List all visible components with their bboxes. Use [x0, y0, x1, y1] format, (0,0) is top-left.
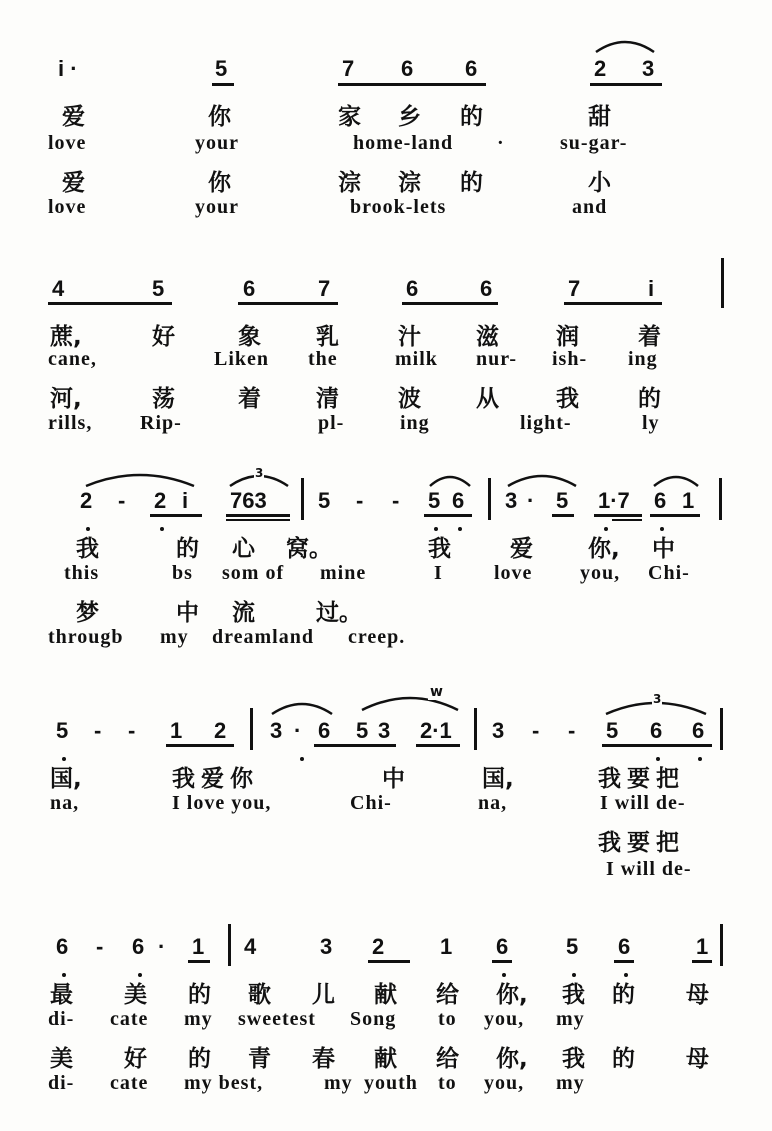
lyric-en: my	[324, 1072, 353, 1094]
note: -	[568, 718, 576, 743]
note: i ·	[58, 56, 78, 81]
lyric-en: you,	[484, 1008, 525, 1030]
lyric-en: Rip-	[140, 412, 182, 434]
lyric-zh: 小	[588, 170, 611, 196]
lyric-en: I will de-	[606, 858, 692, 880]
lyric-en: Song	[350, 1008, 397, 1030]
lyric-en: cate	[110, 1072, 149, 1094]
underline	[692, 960, 712, 963]
lyric-zh: 象	[238, 324, 261, 350]
note: 6	[406, 276, 419, 301]
lyric-zh: 窝。	[286, 536, 332, 562]
lyric-en: your	[195, 196, 239, 218]
note: 3	[505, 488, 518, 513]
note: -	[532, 718, 540, 743]
underline	[612, 519, 642, 521]
note: 6	[243, 276, 256, 301]
lyric-zh: 着	[238, 386, 261, 412]
note: -	[128, 718, 136, 743]
note: 1·7	[598, 488, 630, 513]
underline	[650, 514, 700, 517]
octave-dot	[300, 757, 304, 761]
lyric-zh: 儿	[312, 982, 335, 1008]
lyric-en: su-gar-	[560, 132, 628, 154]
note: 1	[170, 718, 183, 743]
lyric-en: ly	[642, 412, 660, 434]
lyric-en: my	[556, 1072, 585, 1094]
slur	[360, 694, 460, 712]
note: -	[356, 488, 364, 513]
note: i	[648, 276, 655, 301]
lyric-zh: 从	[476, 386, 499, 412]
lyric-zh: 好	[152, 324, 175, 350]
lyric-zh: 国,	[482, 766, 514, 792]
lyric-zh: 我	[562, 1046, 585, 1072]
lyric-zh: 你	[208, 170, 231, 196]
lyric-en: milk	[395, 348, 438, 370]
note: 1	[682, 488, 695, 513]
lyric-en: youth	[364, 1072, 418, 1094]
lyric-zh: 你	[208, 104, 231, 130]
lyric-zh: 梦	[76, 600, 99, 626]
underline	[492, 960, 512, 963]
note: -	[118, 488, 126, 513]
lyric-en: my	[160, 626, 189, 648]
lyric-en: creep.	[348, 626, 406, 648]
note: 6	[692, 718, 705, 743]
lyric-zh: 你,	[588, 536, 620, 562]
underline	[212, 83, 234, 86]
lyric-zh: 歌	[248, 982, 271, 1008]
lyric-en: my	[556, 1008, 585, 1030]
note: 1	[192, 934, 205, 959]
note: 2	[594, 56, 607, 81]
slur	[428, 472, 472, 488]
underline	[402, 302, 498, 305]
lyric-zh: 最	[50, 982, 73, 1008]
note: 3	[642, 56, 655, 81]
lyric-en: pl-	[318, 412, 345, 434]
lyric-zh: 母	[686, 1046, 709, 1072]
lyric-en: you,	[580, 562, 621, 584]
underline	[602, 744, 712, 747]
octave-dot	[160, 527, 164, 531]
lyric-zh: 荡	[152, 386, 175, 412]
lyric-zh: 淙	[338, 170, 361, 196]
note: i	[182, 488, 189, 513]
lyric-zh: 乡	[398, 104, 421, 130]
lyric-zh: 中	[382, 766, 405, 792]
lyric-zh: 给	[436, 1046, 459, 1072]
lyric-en: to	[438, 1008, 457, 1030]
lyric-en: I	[434, 562, 443, 584]
lyric-zh: 母	[686, 982, 709, 1008]
note: 1	[440, 934, 453, 959]
note: 6	[465, 56, 478, 81]
trill-mark: w	[430, 684, 443, 700]
note: 6	[480, 276, 493, 301]
lyric-zh: 我要把	[598, 830, 685, 856]
lyric-en: your	[195, 132, 239, 154]
lyric-en: to	[438, 1072, 457, 1094]
note: 3	[320, 934, 333, 959]
note: 6	[452, 488, 465, 513]
lyric-zh: 我	[556, 386, 579, 412]
lyric-zh: 爱	[62, 104, 85, 130]
note: 7	[318, 276, 331, 301]
lyric-zh: 我爱你	[172, 766, 259, 792]
underline	[614, 960, 634, 963]
note: 7	[342, 56, 355, 81]
note: 6	[401, 56, 414, 81]
lyric-zh: 的	[176, 536, 199, 562]
barline	[488, 478, 491, 520]
lyric-en: I love you,	[172, 792, 272, 814]
lyric-en: Chi-	[350, 792, 392, 814]
note: 2	[372, 934, 385, 959]
lyric-zh: 的	[188, 982, 211, 1008]
slur	[506, 472, 578, 488]
lyric-en: som of	[222, 562, 285, 584]
lyric-zh: 好	[124, 1046, 147, 1072]
octave-dot	[458, 527, 462, 531]
lyric-zh: 汁	[398, 324, 421, 350]
lyric-en: Chi-	[648, 562, 690, 584]
note: 6	[318, 718, 331, 743]
lyric-en: bs	[172, 562, 193, 584]
lyric-zh: 着	[638, 324, 661, 350]
octave-dot	[698, 757, 702, 761]
lyric-zh: 甜	[588, 104, 611, 130]
lyric-zh: 美	[124, 982, 147, 1008]
lyric-zh: 给	[436, 982, 459, 1008]
lyric-en: na,	[50, 792, 80, 814]
lyric-zh: 我	[428, 536, 451, 562]
note: 6	[650, 718, 663, 743]
lyric-zh: 中	[652, 536, 675, 562]
note: 4	[244, 934, 257, 959]
barline	[721, 258, 724, 308]
lyric-en: I will de-	[600, 792, 686, 814]
lyric-zh: 过。	[316, 600, 362, 626]
lyric-en: Liken	[214, 348, 270, 370]
lyric-zh: 河,	[50, 386, 82, 412]
underline	[238, 302, 338, 305]
note: 5	[606, 718, 619, 743]
underline	[424, 514, 472, 517]
note: 2	[214, 718, 227, 743]
triplet-mark: 3	[653, 692, 662, 706]
lyric-zh: 蔗,	[50, 324, 82, 350]
lyric-en: home-land	[353, 132, 454, 154]
underline	[594, 514, 642, 517]
note: 3	[378, 718, 391, 743]
lyric-zh: 春	[312, 1046, 335, 1072]
lyric-zh: 青	[248, 1046, 271, 1072]
note: 3	[492, 718, 505, 743]
lyric-en: ish-	[552, 348, 588, 370]
note: -	[392, 488, 400, 513]
note: 5	[215, 56, 228, 81]
lyric-en: brook-lets	[350, 196, 447, 218]
lyric-zh: 的	[638, 386, 661, 412]
triplet-mark: 3	[255, 466, 264, 480]
note: 6	[654, 488, 667, 513]
lyric-en: and	[572, 196, 608, 218]
lyric-en: througb	[48, 626, 124, 648]
lyric-en: my	[184, 1008, 213, 1030]
lyric-zh: 流	[232, 600, 255, 626]
lyric-zh: 爱	[62, 170, 85, 196]
note: 5	[428, 488, 441, 513]
lyric-zh: 家	[338, 104, 361, 130]
note: ·	[158, 934, 166, 959]
lyric-en: you,	[484, 1072, 525, 1094]
note: 2·1	[420, 718, 452, 743]
lyric-en: cate	[110, 1008, 149, 1030]
lyric-en: mine	[320, 562, 367, 584]
lyric-zh: 美	[50, 1046, 73, 1072]
note: 7	[568, 276, 581, 301]
lyric-en: the	[308, 348, 338, 370]
note: ·	[294, 718, 302, 743]
lyric-en: sweetest	[238, 1008, 316, 1030]
slur	[594, 38, 656, 54]
lyric-zh: 国,	[50, 766, 82, 792]
lyric-zh: 清	[316, 386, 339, 412]
lyric-en: cane,	[48, 348, 97, 370]
lyric-zh: 心	[232, 536, 255, 562]
lyric-zh: 润	[556, 324, 579, 350]
lyric-zh: 你,	[496, 1046, 528, 1072]
lyric-zh: 的	[612, 1046, 635, 1072]
lyric-en: light-	[520, 412, 572, 434]
slur	[84, 472, 196, 488]
note: 6	[132, 934, 145, 959]
note: 6	[618, 934, 631, 959]
note: 2	[154, 488, 167, 513]
lyric-zh: 的	[188, 1046, 211, 1072]
lyric-en: di-	[48, 1072, 75, 1094]
note: 2	[80, 488, 93, 513]
note: 4	[52, 276, 65, 301]
underline	[338, 83, 486, 86]
underline	[48, 302, 172, 305]
note: 5	[356, 718, 369, 743]
underline	[564, 302, 662, 305]
lyric-en: na,	[478, 792, 508, 814]
lyric-en: ing	[628, 348, 658, 370]
lyric-en: love	[48, 132, 87, 154]
lyric-zh: 的	[460, 104, 483, 130]
lyric-zh: 你,	[496, 982, 528, 1008]
lyric-en: di-	[48, 1008, 75, 1030]
underline	[226, 519, 290, 521]
slur	[652, 472, 700, 488]
underline	[552, 514, 574, 517]
slur	[270, 700, 334, 716]
lyric-en: my best,	[184, 1072, 264, 1094]
barline	[719, 478, 722, 520]
note: 5	[318, 488, 331, 513]
lyric-zh: 中	[176, 600, 199, 626]
lyric-zh: 献	[374, 982, 397, 1008]
underline	[590, 83, 662, 86]
barline	[228, 924, 231, 966]
underline	[368, 960, 410, 963]
underline	[150, 514, 202, 517]
note: 3	[270, 718, 283, 743]
lyric-zh: 爱	[510, 536, 533, 562]
lyric-en: ·	[497, 132, 505, 154]
note: -	[94, 718, 102, 743]
lyric-zh: 淙	[398, 170, 421, 196]
lyric-en: this	[64, 562, 100, 584]
note: 1	[696, 934, 709, 959]
lyric-en: rills,	[48, 412, 93, 434]
lyric-zh: 我	[76, 536, 99, 562]
lyric-zh: 滋	[476, 324, 499, 350]
barline	[250, 708, 253, 750]
lyric-en: love	[494, 562, 533, 584]
lyric-zh: 献	[374, 1046, 397, 1072]
lyric-zh: 的	[460, 170, 483, 196]
note: 5	[556, 488, 569, 513]
barline	[474, 708, 477, 750]
note: -	[96, 934, 104, 959]
lyric-zh: 我要把	[598, 766, 685, 792]
lyric-en: nur-	[476, 348, 518, 370]
barline	[301, 478, 304, 520]
note: 6	[496, 934, 509, 959]
lyric-zh: 波	[398, 386, 421, 412]
lyric-en: dreamland	[212, 626, 314, 648]
note: 5	[566, 934, 579, 959]
underline	[416, 744, 460, 747]
barline	[720, 708, 723, 750]
note: 5	[152, 276, 165, 301]
lyric-en: ing	[400, 412, 430, 434]
underline	[188, 960, 210, 963]
underline	[166, 744, 234, 747]
lyric-zh: 乳	[316, 324, 339, 350]
note: ·	[527, 488, 535, 513]
lyric-zh: 我	[562, 982, 585, 1008]
underline	[352, 744, 396, 747]
lyric-zh: 的	[612, 982, 635, 1008]
barline	[720, 924, 723, 966]
note: 5	[56, 718, 69, 743]
lyric-en: love	[48, 196, 87, 218]
underline	[226, 514, 290, 517]
note: 763	[230, 488, 267, 513]
note: 6	[56, 934, 69, 959]
